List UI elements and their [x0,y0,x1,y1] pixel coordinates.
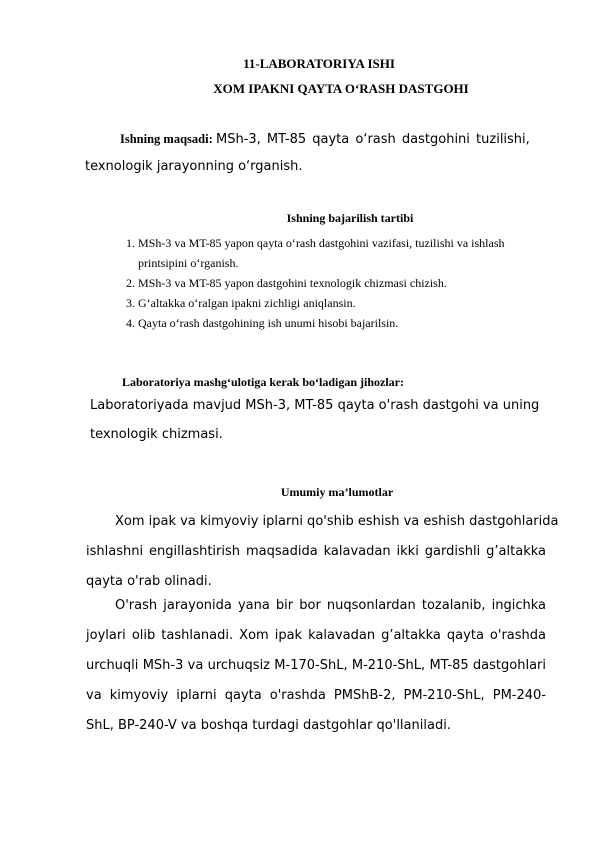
general-info-heading: Umumiy ma’lumotlar [280,485,394,499]
paragraph-line: O'rash jarayonida yana bir bor nuqsonlardan tozalanib, ingichka [115,598,546,613]
paragraph-line: ShL, BP-240-V va boshqa turdagi dastgohlar qo'llaniladi. [86,718,451,733]
paragraph-line: ishlashni engillashtirish maqsadida kalavadan ikki gardishli g’altakka [86,544,546,559]
work-order-heading: Ishning bajarilish tartibi [286,211,414,225]
work-order-item-text: G‘altakka o‘ralgan ipakni zichligi aniqlansin. [138,296,356,310]
work-order-list [105,233,578,333]
paragraph-line: qayta o'rab olinadi. [86,574,212,589]
work-order-item-text: MSh-3 va MT-85 yapon dastgohini texnologik chizmasi chizish. [138,276,447,290]
work-order-item [138,273,578,293]
work-order-item [138,293,578,313]
work-order-item-text-cont: printsipini o‘rganish. [138,256,239,270]
purpose-label: Ishning maqsadi: [120,132,213,146]
work-order-item [138,313,578,333]
general-info-paragraph-2 [86,591,546,741]
work-order-item-text: Qayta o‘rash dastgohining ish unumi hisobi bajarilsin. [138,316,399,330]
equipment-text-2: texnologik chizmasi. [90,427,223,442]
purpose-text-1: MSh-3, MT-85 qayta o‘rash dastgohini tuzilishi, [216,132,530,147]
paragraph-line: urchuqli MSh-3 va urchuqsiz M-170-ShL, M-210-ShL, MT-85 dastgohlari [86,658,546,673]
purpose-line-2: texnologik jarayonning o‘rganish. [85,159,303,174]
general-info-paragraph-1 [86,507,559,597]
paragraph-line: joylari olib tashlanadi. Xom ipak kalavadan g’altakka qayta o'rashda [86,628,546,643]
equipment-text-1: Laboratoriyada mavjud MSh-3, MT-85 qayta o'rash dastgohi va uning [90,398,540,413]
purpose-line-1 [120,131,530,147]
lab-subject-title: XOM IPAKNI QAYTA O‘RASH DASTGOHI [213,81,469,96]
paragraph-line: Xom ipak va kimyoviy iplarni qo'shib eshish va eshish dastgohlarida [115,514,559,529]
work-order-item-text: MSh-3 va MT-85 yapon qayta o‘rash dastgohini vazifasi, tuzilishi va ishlash [138,236,505,250]
paragraph-line: va kimyoviy iplarni qayta o'rashda PMShB-2, PM-210-ShL, PM-240- [86,688,546,703]
equipment-heading: Laboratoriya mashg‘ulotiga kerak bo‘ladigan jihozlar: [122,375,405,389]
lab-title: 11-LABORATORIYA ISHI [243,56,395,71]
work-order-item [138,233,578,273]
